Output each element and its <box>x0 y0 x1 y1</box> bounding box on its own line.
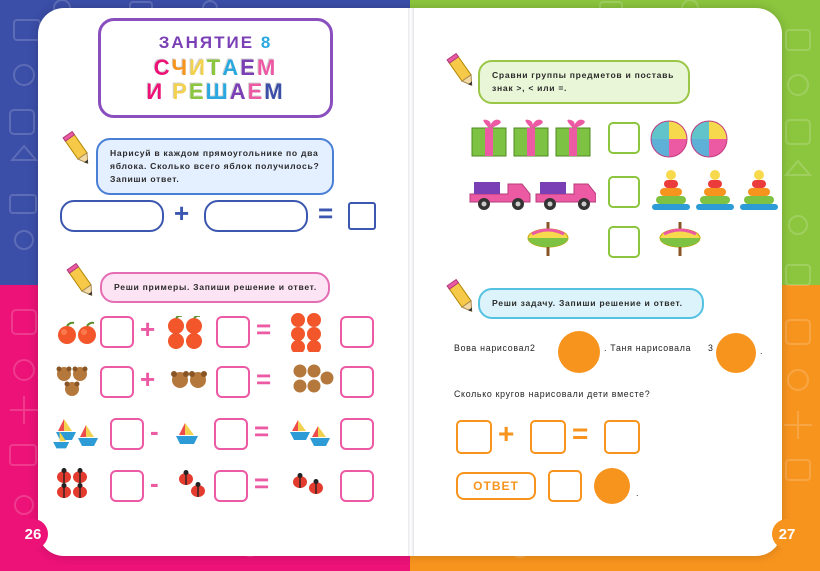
task2-row2-box-2[interactable] <box>216 366 250 398</box>
lesson-word: ЗАНЯТИЕ <box>158 33 255 53</box>
task2-row4-answer-box[interactable] <box>340 470 374 502</box>
task4-instruction: Реши задачу. Запиши решение и ответ. <box>478 288 704 319</box>
task4-plus: + <box>498 418 515 449</box>
page-number-left: 26 <box>18 519 48 549</box>
task1-equals: = <box>318 198 334 228</box>
task1-box-2[interactable] <box>204 200 308 232</box>
task2-row1-answer-box[interactable] <box>340 316 374 348</box>
apple-icon-group <box>288 312 336 352</box>
pyramid-icon-group <box>648 166 784 214</box>
ladybug-icon-group <box>176 470 210 500</box>
ladybug-icon-group <box>54 468 104 502</box>
bear-icon-group <box>290 362 338 400</box>
bear-icon-group <box>170 366 210 398</box>
bear-icon-group <box>54 364 102 398</box>
task2-row3-answer-box[interactable] <box>340 418 374 450</box>
task3-row3-sign-box[interactable] <box>608 226 640 258</box>
task2-row2-equals: = <box>256 364 272 394</box>
task2-row3-box-1[interactable] <box>110 418 144 450</box>
task4-result-box[interactable] <box>604 420 640 454</box>
task2-row4-box-1[interactable] <box>110 470 144 502</box>
title-line-2: И РЕШАЕМ <box>146 78 285 104</box>
task2-row4-box-2[interactable] <box>214 470 248 502</box>
task4-equals: = <box>572 418 589 449</box>
orange-circle-3 <box>594 468 630 504</box>
task2-row1-equals: = <box>256 314 272 344</box>
boat-icon <box>172 420 206 448</box>
task2-row1-box-2[interactable] <box>216 316 250 348</box>
page-spine <box>408 8 414 556</box>
apple-icon-group <box>56 320 100 346</box>
page-number-right: 27 <box>772 519 802 549</box>
task2-row4-minus: - <box>150 468 159 498</box>
task4-line1-number: 2 <box>530 343 536 353</box>
title-line-1: СЧИТАЕМ <box>153 55 278 81</box>
ball-icon-group <box>650 118 730 160</box>
task4-line2-number: 3 <box>708 343 714 353</box>
spinning-top-icon <box>522 218 576 262</box>
task1-box-1[interactable] <box>60 200 164 232</box>
orange-circle-2 <box>716 333 756 373</box>
task3-row2-sign-box[interactable] <box>608 176 640 208</box>
spinning-top-icon <box>654 218 708 262</box>
boat-icon-group <box>52 412 104 450</box>
task4-box-1[interactable] <box>456 420 492 454</box>
answer-label: ОТВЕТ <box>456 472 536 500</box>
pencil-icon <box>62 258 106 302</box>
task4-line2-tail: . <box>760 346 764 356</box>
task2-row1-plus: + <box>140 314 156 344</box>
task4-answer-box[interactable] <box>548 470 582 502</box>
apple-icon-group <box>166 316 214 350</box>
task1-plus: + <box>174 198 190 228</box>
task4-question: Сколько кругов нарисовали дети вместе? <box>454 389 651 399</box>
task4-answer-tail: . <box>636 488 640 498</box>
task1-answer-box[interactable] <box>348 202 376 230</box>
task2-row3-box-2[interactable] <box>214 418 248 450</box>
boat-icon-group <box>286 414 334 450</box>
lesson-heading <box>159 33 273 53</box>
lesson-title-box <box>98 18 333 118</box>
task3-row1-sign-box[interactable] <box>608 122 640 154</box>
truck-icon-group <box>466 168 596 212</box>
task2-row1-box-1[interactable] <box>100 316 134 348</box>
task4-line1-part-b: . Таня нарисовала <box>604 343 692 353</box>
task4-box-2[interactable] <box>530 420 566 454</box>
task2-row2-answer-box[interactable] <box>340 366 374 398</box>
lesson-number: 8 <box>260 33 273 53</box>
gift-box-icon-group <box>470 118 594 160</box>
task2-instruction: Реши примеры. Запиши решение и ответ. <box>100 272 330 303</box>
task2-row3-equals: = <box>254 416 270 446</box>
task2-row3-minus: - <box>150 416 159 446</box>
task2-row4-equals: = <box>254 468 270 498</box>
orange-circle-1 <box>558 331 600 373</box>
task1-instruction: Нарисуй в каждом прямоугольнике по два яблока. Сколько всего яблок получилось? Запиши ответ. <box>96 138 334 195</box>
task3-instruction: Сравни группы предметов и поставь знак >, < или =. <box>478 60 690 104</box>
task2-row2-box-1[interactable] <box>100 366 134 398</box>
task4-line1-part-a: Вова нарисовал <box>454 343 531 353</box>
task2-row2-plus: + <box>140 364 156 394</box>
ladybug-icon-group <box>290 470 334 500</box>
